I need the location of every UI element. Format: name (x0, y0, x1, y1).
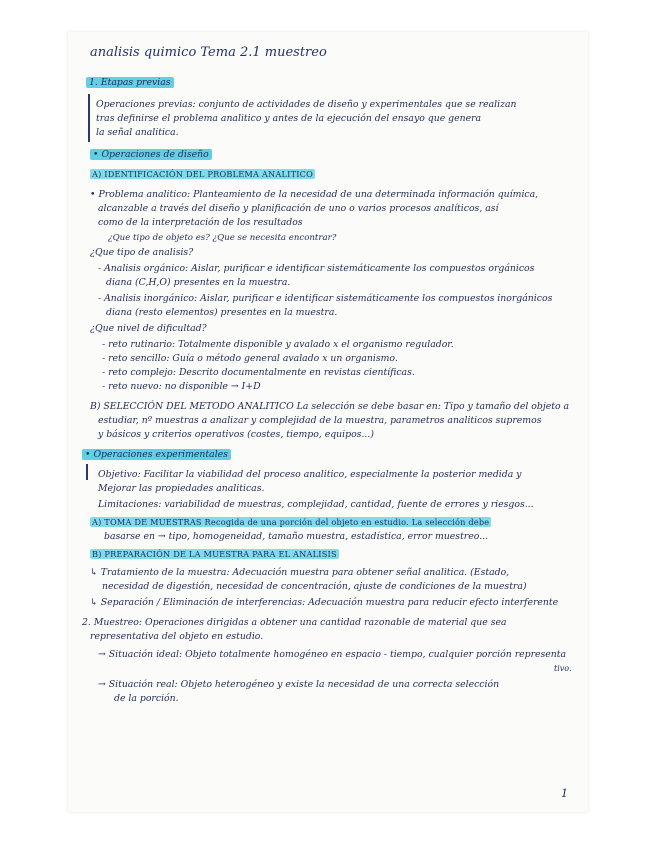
text-line: Operaciones previas: conjunto de actividades de diseño y experimentales que se realizan (96, 99, 517, 110)
section-heading: 1. Etapas previas (86, 76, 174, 89)
text-line: → Situación ideal: Objeto totalmente homogéneo en espacio - tiempo, cualquier porción representa (98, 649, 567, 660)
page-title: analisis quimico Tema 2.1 muestreo (90, 45, 327, 60)
text-line: basarse en → tipo, homogeneidad, tamaño muestra, estadística, error muestreo... (104, 531, 489, 542)
text-line: ¿Que nivel de dificultad? (90, 323, 207, 334)
text-line: estudiar, nº muestras a analizar y complejidad de la muestra, parametros analiticos supremos (98, 415, 542, 426)
text-line: ¿Que tipo de analisis? (90, 247, 194, 258)
text-line: • Problema analitico: Planteamiento de la necesidad de una determinada información química, (90, 189, 539, 200)
text-line: diana (C,H,O) presentes en la muestra. (106, 277, 291, 288)
subsection-heading: A) IDENTIFICACIÓN DEL PROBLEMA ANALITICO (92, 169, 314, 179)
text-line: de la porción. (114, 693, 179, 704)
text-line: - Analisis orgánico: Aislar, purificar e identificar sistemáticamente los compuestos orgánicos (98, 263, 535, 274)
text-line: - reto sencillo: Guía o método general avalado x un organismo. (102, 353, 398, 364)
text-line: ¿Que tipo de objeto es? ¿Que se necesita encontrar? (108, 233, 337, 243)
margin-bar (88, 94, 90, 142)
margin-bar (86, 464, 88, 480)
text-line: 2. Muestreo: Operaciones dirigidas a obtener una cantidad razonable de material que sea (82, 617, 507, 628)
text-line: y básicos y criterios operativos (costes, tiempo, equipos...) (98, 429, 374, 440)
notebook-page (68, 32, 588, 812)
page-number: 1 (561, 787, 568, 800)
text-line: representativa del objeto en estudio. (90, 631, 264, 642)
text-line: tivo. (554, 664, 572, 673)
subsection-heading: B) PREPARACIÓN DE LA MUESTRA PARA EL ANALISIS (92, 549, 337, 559)
text-line: - reto rutinario: Totalmente disponible y avalado x el organismo regulador. (102, 339, 454, 350)
text-line: diana (resto elementos) presentes en la muestra. (106, 307, 338, 318)
text-line: Limitaciones: variabilidad de muestras, complejidad, cantidad, fuente de errores y riesgos... (98, 499, 534, 510)
text-line: ↳ Separación / Eliminación de interferencias: Adecuación muestra para reducir efecto interferente (90, 597, 559, 608)
subsection-heading: • Operaciones de diseño (90, 148, 212, 161)
text-line: - reto complejo: Descrito documentalmente en revistas científicas. (102, 367, 415, 378)
text-line: tras definirse el problema analitico y antes de la ejecución del ensayo que genera (96, 113, 482, 124)
text-line: A) TOMA DE MUESTRAS Recogida de una porción del objeto en estudio. La selección debe (92, 517, 490, 527)
text-line: → Situación real: Objeto heterogéneo y existe la necesidad de una correcta selección (98, 679, 500, 690)
subsection-heading: • Operaciones experimentales (82, 448, 231, 461)
text-line: la señal analitica. (96, 127, 179, 138)
text-line: necesidad de digestión, necesidad de concentración, ajuste de condiciones de la muestra) (102, 581, 527, 592)
text-line: Mejorar las propiedades analiticas. (98, 483, 265, 494)
text-line: alcanzable a través del diseño y planificación de uno o varios procesos analíticos, así (98, 203, 499, 214)
text-line: como de la interpretación de los resultados (98, 217, 303, 228)
text-line: B) SELECCIÓN DEL METODO ANALITICO La selección se debe basar en: Tipo y tamaño del objeto a (90, 401, 570, 412)
text-line: - reto nuevo: no disponible → I+D (102, 381, 261, 392)
text-line: - Analisis inorgánico: Aislar, purificar e identificar sistemáticamente los compuestos inorgánicos (98, 293, 553, 304)
text-line: Objetivo: Facilitar la viabilidad del proceso analitico, especialmente la posterior medida y (98, 469, 522, 480)
text-line: ↳ Tratamiento de la muestra: Adecuación muestra para obtener señal analitica. (Estado, (90, 567, 510, 578)
